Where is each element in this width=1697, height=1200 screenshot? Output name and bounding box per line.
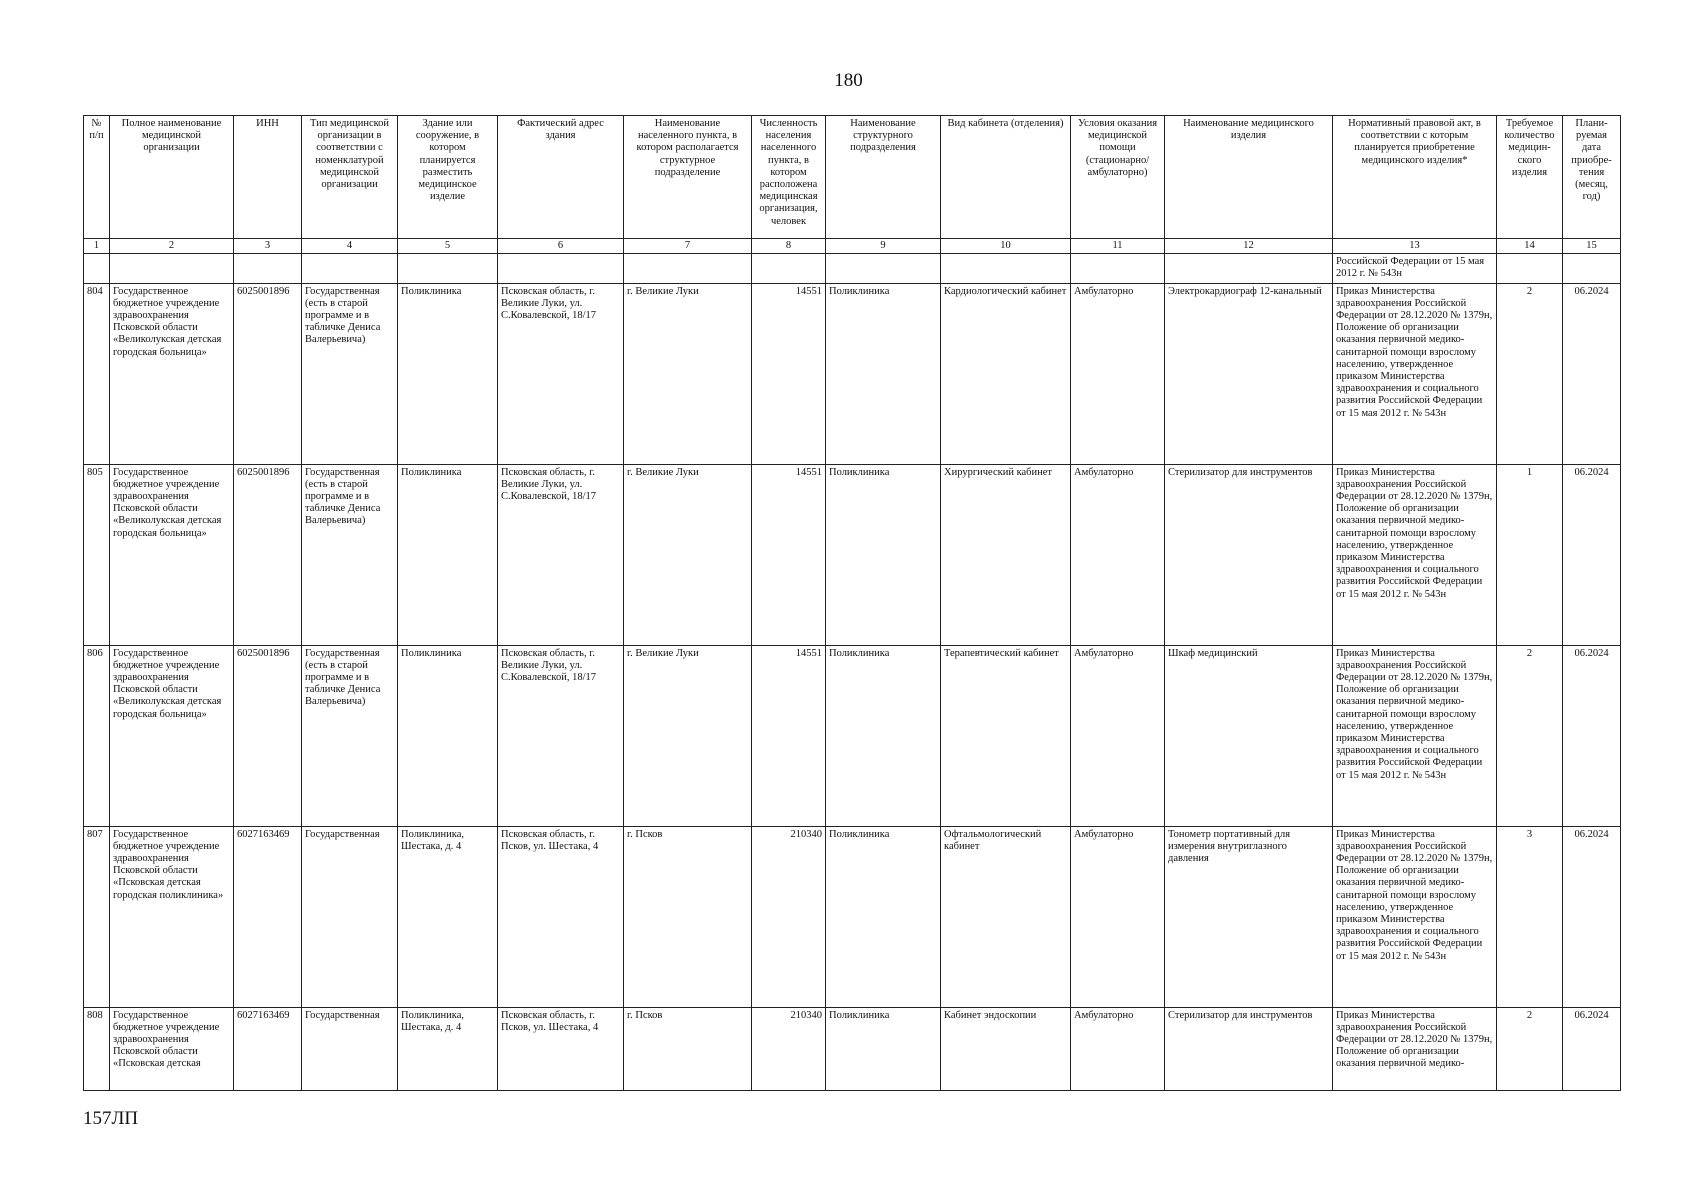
- row-number: 806: [84, 645, 110, 826]
- row-number: 808: [84, 1007, 110, 1090]
- medical-device: Стерилизатор для инструментов: [1165, 464, 1333, 645]
- header-cell: Численность населения населенного пункта, в котором расположена медицинская организация, человек: [752, 116, 826, 239]
- population: 14551: [752, 464, 826, 645]
- page-number: 180: [834, 70, 863, 91]
- header-cell: Плани-руемая дата приобре-тения (месяц, год): [1563, 116, 1621, 239]
- column-number: 6: [498, 239, 624, 254]
- table-row: [84, 464, 1621, 645]
- building: Поликлиника: [398, 645, 498, 826]
- inn: 6027163469: [234, 826, 302, 1007]
- building: Поликлиника: [398, 464, 498, 645]
- inn: 6025001896: [234, 464, 302, 645]
- cabinet-type: Кардиологический кабинет: [941, 283, 1071, 464]
- required-quantity: 1: [1497, 464, 1563, 645]
- organization-type: Государственная (есть в старой программе и в табличке Дениса Валерьевича): [302, 283, 398, 464]
- header-cell: Наименование медицинского изделия: [1165, 116, 1333, 239]
- planned-date: 06.2024: [1563, 283, 1621, 464]
- address: Псковская область, г. Великие Луки, ул. С.Ковалевской, 18/17: [498, 464, 624, 645]
- organization-type: Государственная (есть в старой программе и в табличке Дениса Валерьевича): [302, 645, 398, 826]
- medical-device: Шкаф медицинский: [1165, 645, 1333, 826]
- cabinet-type: Хирургический кабинет: [941, 464, 1071, 645]
- planned-date: 06.2024: [1563, 1007, 1621, 1090]
- settlement: г. Великие Луки: [624, 283, 752, 464]
- organization-name: Государственное бюджетное учреждение здравоохранения Псковской области «Великолукская детская городская больница»: [110, 645, 234, 826]
- header-cell: Полное наименование медицинской организации: [110, 116, 234, 239]
- population: 14551: [752, 283, 826, 464]
- address: Псковская область, г. Великие Луки, ул. С.Ковалевской, 18/17: [498, 645, 624, 826]
- column-number: 3: [234, 239, 302, 254]
- footer-code: 157ЛП: [83, 1108, 139, 1129]
- row-number: 807: [84, 826, 110, 1007]
- care-conditions: Амбулаторно: [1071, 464, 1165, 645]
- settlement: г. Псков: [624, 826, 752, 1007]
- column-number: 12: [1165, 239, 1333, 254]
- required-quantity: 2: [1497, 1007, 1563, 1090]
- organization-name: Государственное бюджетное учреждение здравоохранения Псковской области «Псковская детская: [110, 1007, 234, 1090]
- header-cell: Здание или сооружение, в котором планируется разместить медицинское изделие: [398, 116, 498, 239]
- organization-name: Государственное бюджетное учреждение здравоохранения Псковской области «Великолукская детская городская больница»: [110, 464, 234, 645]
- settlement: г. Великие Луки: [624, 645, 752, 826]
- address: Псковская область, г. Псков, ул. Шестака, 4: [498, 1007, 624, 1090]
- row-number: 805: [84, 464, 110, 645]
- legal-act: Приказ Министерства здравоохранения Российской Федерации от 28.12.2020 № 1379н, Положение об организации оказания первичной медико-: [1333, 1007, 1497, 1090]
- table-row: [84, 1007, 1621, 1090]
- population: 210340: [752, 826, 826, 1007]
- header-cell: Наименование населенного пункта, в котором располагается структурное подразделение: [624, 116, 752, 239]
- header-cell: Нормативный правовой акт, в соответствии с которым планируется приобретение медицинского изделия*: [1333, 116, 1497, 239]
- column-number: 14: [1497, 239, 1563, 254]
- organization-type: Государственная: [302, 1007, 398, 1090]
- population: 210340: [752, 1007, 826, 1090]
- organization-name: Государственное бюджетное учреждение здравоохранения Псковской области «Псковская детская городская поликлиника»: [110, 826, 234, 1007]
- settlement: г. Великие Луки: [624, 464, 752, 645]
- column-number: 11: [1071, 239, 1165, 254]
- address: Псковская область, г. Великие Луки, ул. С.Ковалевской, 18/17: [498, 283, 624, 464]
- care-conditions: Амбулаторно: [1071, 1007, 1165, 1090]
- header-cell: ИНН: [234, 116, 302, 239]
- header-cell: Тип медицинской организации в соответствии с номенклатурой медицинской организации: [302, 116, 398, 239]
- organization-name: Государственное бюджетное учреждение здравоохранения Псковской области «Великолукская детская городская больница»: [110, 283, 234, 464]
- population: 14551: [752, 645, 826, 826]
- building: Поликлиника: [398, 283, 498, 464]
- structural-unit: Поликлиника: [826, 283, 941, 464]
- structural-unit: Поликлиника: [826, 826, 941, 1007]
- column-number: 9: [826, 239, 941, 254]
- column-number: 13: [1333, 239, 1497, 254]
- header-cell: Условия оказания медицинской помощи (стационарно/ амбулаторно): [1071, 116, 1165, 239]
- cabinet-type: Кабинет эндоскопии: [941, 1007, 1071, 1090]
- column-number: 15: [1563, 239, 1621, 254]
- column-number-row: [84, 239, 1621, 254]
- address: Псковская область, г. Псков, ул. Шестака, 4: [498, 826, 624, 1007]
- medical-device: Электрокардиограф 12-канальный: [1165, 283, 1333, 464]
- table-row: [84, 826, 1621, 1007]
- legal-act: Приказ Министерства здравоохранения Российской Федерации от 28.12.2020 № 1379н, Положение об организации оказания первичной медико-санитарной помощи взрослому населению, утвержденное приказом Министерства здравоохранения и социального развития Российской Федерации от 15 мая 2012 г. № 543н: [1333, 645, 1497, 826]
- building: Поликлиника, Шестака, д. 4: [398, 826, 498, 1007]
- planned-date: 06.2024: [1563, 645, 1621, 826]
- column-number: 4: [302, 239, 398, 254]
- inn: 6025001896: [234, 283, 302, 464]
- header-cell: № п/п: [84, 116, 110, 239]
- row-number: 804: [84, 283, 110, 464]
- column-number: 7: [624, 239, 752, 254]
- inn: 6027163469: [234, 1007, 302, 1090]
- planned-date: 06.2024: [1563, 826, 1621, 1007]
- structural-unit: Поликлиника: [826, 645, 941, 826]
- column-number: 5: [398, 239, 498, 254]
- table-row: [84, 645, 1621, 826]
- column-number: 2: [110, 239, 234, 254]
- planned-date: 06.2024: [1563, 464, 1621, 645]
- organization-type: Государственная (есть в старой программе и в табличке Дениса Валерьевича): [302, 464, 398, 645]
- cabinet-type: Терапевтический кабинет: [941, 645, 1071, 826]
- building: Поликлиника, Шестака, д. 4: [398, 1007, 498, 1090]
- required-quantity: 2: [1497, 645, 1563, 826]
- structural-unit: Поликлиника: [826, 464, 941, 645]
- column-number: 8: [752, 239, 826, 254]
- header-row: [84, 116, 1621, 239]
- legal-act: Приказ Министерства здравоохранения Российской Федерации от 28.12.2020 № 1379н, Положение об организации оказания первичной медико-санитарной помощи взрослому населению, утвержденное приказом Министерства здравоохранения и социального развития Российской Федерации от 15 мая 2012 г. № 543н: [1333, 464, 1497, 645]
- care-conditions: Амбулаторно: [1071, 645, 1165, 826]
- medical-device: Тонометр портативный для измерения внутриглазного давления: [1165, 826, 1333, 1007]
- legal-act: Приказ Министерства здравоохранения Российской Федерации от 28.12.2020 № 1379н, Положение об организации оказания первичной медико-санитарной помощи взрослому населению, утвержденное приказом Министерства здравоохранения и социального развития Российской Федерации от 15 мая 2012 г. № 543н: [1333, 283, 1497, 464]
- continuation-row: [84, 254, 1621, 283]
- table-row: [84, 283, 1621, 464]
- organization-type: Государственная: [302, 826, 398, 1007]
- law-continuation: Российской Федерации от 15 мая 2012 г. № 543н: [1333, 254, 1497, 283]
- settlement: г. Псков: [624, 1007, 752, 1090]
- medical-device: Стерилизатор для инструментов: [1165, 1007, 1333, 1090]
- care-conditions: Амбулаторно: [1071, 283, 1165, 464]
- legal-act: Приказ Министерства здравоохранения Российской Федерации от 28.12.2020 № 1379н, Положение об организации оказания первичной медико-санитарной помощи взрослому населению, утвержденное приказом Министерства здравоохранения и социального развития Российской Федерации от 15 мая 2012 г. № 543н: [1333, 826, 1497, 1007]
- header-cell: Вид кабинета (отделения): [941, 116, 1071, 239]
- header-cell: Фактический адрес здания: [498, 116, 624, 239]
- inn: 6025001896: [234, 645, 302, 826]
- header-cell: Требуемое количество медицин-ского изделия: [1497, 116, 1563, 239]
- required-quantity: 2: [1497, 283, 1563, 464]
- column-number: 10: [941, 239, 1071, 254]
- cabinet-type: Офтальмологический кабинет: [941, 826, 1071, 1007]
- required-quantity: 3: [1497, 826, 1563, 1007]
- care-conditions: Амбулаторно: [1071, 826, 1165, 1007]
- structural-unit: Поликлиника: [826, 1007, 941, 1090]
- header-cell: Наименование структурного подразделения: [826, 116, 941, 239]
- medical-equipment-table: [83, 115, 1621, 1091]
- column-number: 1: [84, 239, 110, 254]
